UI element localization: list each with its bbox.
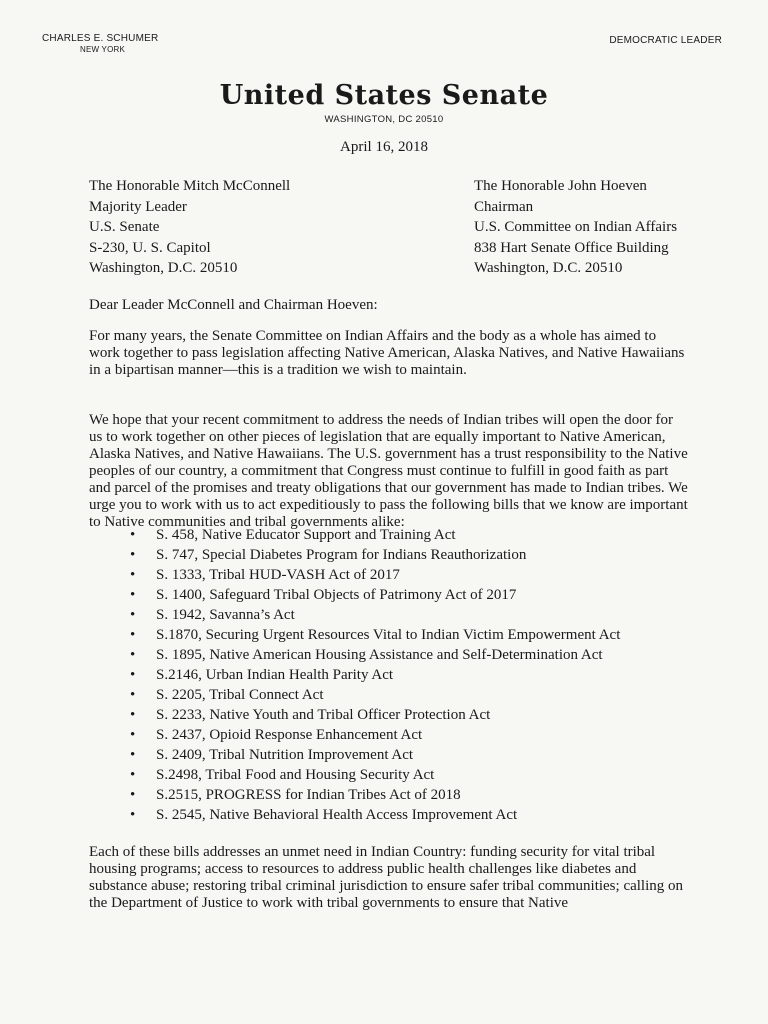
letterhead-city: WASHINGTON, DC 20510 <box>324 114 444 125</box>
bill-text: S. 747, Special Diabetes Program for Indians Reauthorization <box>156 547 527 563</box>
recipient-address-right <box>474 176 677 279</box>
bullet: • <box>130 667 136 683</box>
bill-text: S.2498, Tribal Food and Housing Security Act <box>156 767 435 783</box>
senator-block <box>42 33 158 55</box>
senator-state: NEW YORK <box>80 45 126 54</box>
bill-list-item <box>130 585 620 605</box>
letter-date: April 16, 2018 <box>340 139 428 155</box>
bullet: • <box>130 627 136 643</box>
bill-list-item <box>130 725 620 745</box>
body-paragraph: We hope that your recent commitment to address the needs of Indian tribes will open the door for us to work together on other pieces of legislation that are equally important to Native American, Alaska Natives, and Native Hawaiians. The U.S. government has a trust responsibility to the Native peoples of our country, a commitment that Congress must continue to fulfill in good faith as part and parcel of the promises and treaty obligations that our government has made to Indian tribes. We urge you to work with us to act expeditiously to pass the following bills that we know are important to Native communities and tribal governments alike: <box>89 412 688 530</box>
bill-text: S. 1895, Native American Housing Assistance and Self-Determination Act <box>156 647 603 663</box>
body-paragraph: For many years, the Senate Committee on Indian Affairs and the body as a whole has aimed to work together to pass legislation affecting Native American, Alaska Natives, and Native Hawaiians in a bipartisan manner—this is a tradition we wish to maintain. <box>89 328 685 378</box>
address-line: U.S. Committee on Indian Affairs <box>474 219 678 235</box>
bill-list-item <box>130 685 620 705</box>
bullet: • <box>130 787 136 803</box>
bullet: • <box>130 607 136 623</box>
letterhead-institution: United States Senate <box>219 80 549 111</box>
bullet: • <box>130 647 136 663</box>
bill-list-item <box>130 605 620 625</box>
bullet: • <box>130 747 136 763</box>
address-line: 838 Hart Senate Office Building <box>474 239 669 256</box>
salutation: Dear Leader McConnell and Chairman Hoeven: <box>89 297 378 313</box>
bullet: • <box>130 727 136 743</box>
bill-list-item <box>130 645 620 665</box>
bill-list-item <box>130 805 620 825</box>
bill-text: S. 1333, Tribal HUD-VASH Act of 2017 <box>156 567 400 583</box>
bill-text: S.1870, Securing Urgent Resources Vital to Indian Victim Empowerment Act <box>156 627 621 643</box>
bill-text: S. 1942, Savanna’s Act <box>156 607 295 623</box>
bill-list <box>130 525 620 825</box>
address-line: Washington, D.C. 20510 <box>89 260 238 276</box>
bill-list-item <box>130 625 620 645</box>
address-line: S-230, U. S. Capitol <box>89 239 211 256</box>
bill-text: S. 2409, Tribal Nutrition Improvement Act <box>156 747 414 763</box>
bullet: • <box>130 767 136 783</box>
bill-list-item <box>130 785 620 805</box>
bullet: • <box>130 687 136 703</box>
body-paragraph: Each of these bills addresses an unmet need in Indian Country: funding security for vital tribal housing programs; access to resources to address public health challenges like diabetes and substance abuse; restoring tribal criminal jurisdiction to ensure safer tribal communities; calling on the Department of Justice to work with tribal governments to ensure that Native <box>89 844 684 911</box>
bill-text: S.2515, PROGRESS for Indian Tribes Act of 2018 <box>156 787 461 803</box>
bullet: • <box>130 567 136 583</box>
address-line: The Honorable John Hoeven <box>474 178 647 194</box>
bullet: • <box>130 707 136 723</box>
bill-text: S. 1400, Safeguard Tribal Objects of Patrimony Act of 2017 <box>156 587 517 603</box>
recipient-address-left <box>89 176 290 279</box>
bill-text: S. 458, Native Educator Support and Training Act <box>156 527 456 543</box>
bullet: • <box>130 547 136 563</box>
bill-text: S. 2545, Native Behavioral Health Access Improvement Act <box>156 807 518 823</box>
bill-text: S.2146, Urban Indian Health Parity Act <box>156 667 394 683</box>
bill-list-item <box>130 705 620 725</box>
senator-title: DEMOCRATIC LEADER <box>609 35 722 46</box>
bill-text: S. 2233, Native Youth and Tribal Officer Protection Act <box>156 707 491 723</box>
bullet: • <box>130 527 136 543</box>
senator-name: CHARLES E. SCHUMER <box>42 33 159 44</box>
bullet: • <box>130 807 136 823</box>
bill-list-item <box>130 665 620 685</box>
bill-list-item <box>130 525 620 545</box>
bill-list-item <box>130 565 620 585</box>
bill-list-item <box>130 545 620 565</box>
address-line: Majority Leader <box>89 198 187 215</box>
address-line: U.S. Senate <box>89 219 160 235</box>
bullet: • <box>130 587 136 603</box>
address-line: The Honorable Mitch McConnell <box>89 178 291 194</box>
address-line: Washington, D.C. 20510 <box>474 260 623 276</box>
bill-text: S. 2205, Tribal Connect Act <box>156 687 324 703</box>
address-line: Chairman <box>474 198 534 215</box>
bill-text: S. 2437, Opioid Response Enhancement Act <box>156 727 423 743</box>
bill-list-item <box>130 765 620 785</box>
bill-list-item <box>130 745 620 765</box>
